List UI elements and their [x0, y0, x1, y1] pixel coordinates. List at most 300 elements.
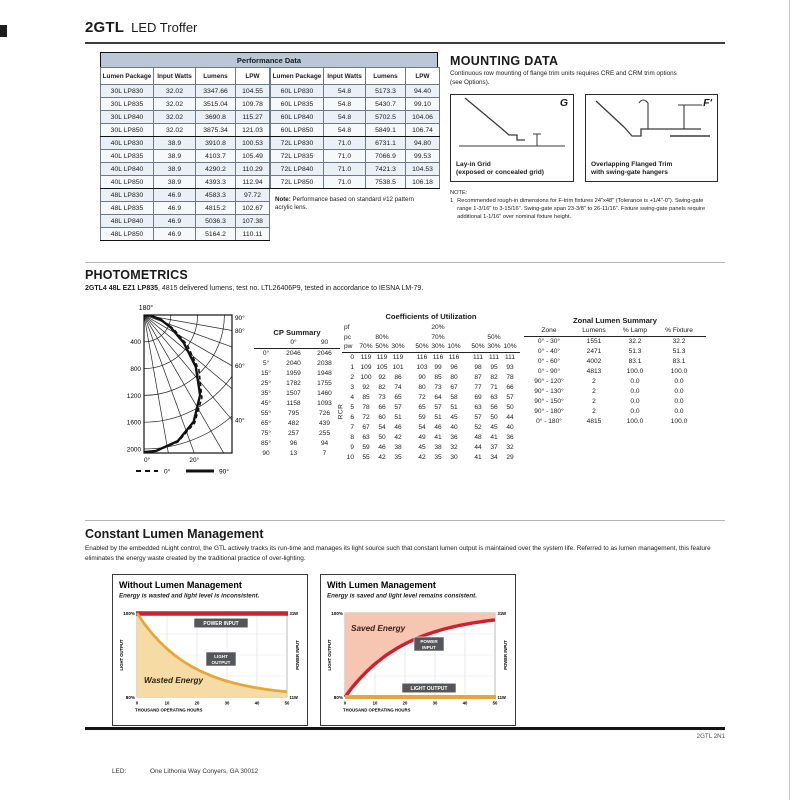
- table-row: [342, 433, 520, 443]
- table-cell: 36: [450, 434, 458, 441]
- cou-group: [358, 373, 406, 383]
- cou-group: [470, 413, 518, 423]
- rcr-value: 6: [350, 414, 354, 421]
- table-cell: 32.2: [672, 338, 686, 345]
- cou-group: [470, 393, 518, 403]
- table-cell: 34: [490, 454, 498, 461]
- svg-text:LIGHT OUTPUT: LIGHT OUTPUT: [327, 639, 332, 671]
- table-cell: 49: [418, 434, 426, 441]
- cou-group: [358, 383, 406, 393]
- table-cell: 46.9: [154, 215, 196, 228]
- table-cell: 4815.2: [196, 202, 236, 215]
- table-cell: 60: [378, 414, 386, 421]
- table-cell: 51: [450, 404, 458, 411]
- table-cell: 3347.66: [196, 85, 236, 98]
- mounting-note: [450, 190, 720, 222]
- table-row: [254, 409, 340, 419]
- table-cell: 0° - 30°: [537, 338, 561, 345]
- svg-text:400: 400: [130, 339, 141, 347]
- table-row: [342, 383, 520, 393]
- table-cell: 0° - 180°: [536, 418, 562, 425]
- table-cell: 40L LP840: [101, 163, 154, 176]
- table-row: [254, 439, 340, 449]
- col-lumens: Lumens: [366, 68, 406, 85]
- cou-group: [414, 363, 462, 373]
- table-cell: 29: [506, 454, 514, 461]
- table-cell: 32.02: [154, 98, 196, 111]
- clm-description: Enabled by the embedded nLight control, the GTL actively tracks its run-time and manages its light source such that constant lumen output is maintained over the system life. Referred to as lumen management, this feature eliminates the energy waste created by the traditional practice of over-lighting.: [85, 545, 711, 562]
- svg-text:50: 50: [492, 700, 498, 706]
- cou-header-value: 50%: [415, 343, 429, 350]
- chart-without-lumen-management: [112, 574, 308, 726]
- table-cell: 121.03: [236, 124, 270, 137]
- diagram-flanged-trim: [585, 94, 718, 182]
- table-cell: 116: [416, 354, 428, 361]
- table-cell: 64: [434, 394, 442, 401]
- table-row: [271, 163, 440, 176]
- table-cell: 2038: [317, 360, 332, 367]
- svg-text:POWER INPUT: POWER INPUT: [295, 640, 300, 670]
- svg-text:10: 10: [164, 700, 170, 706]
- table-cell: 255: [318, 430, 330, 437]
- table-cell: 71: [490, 384, 498, 391]
- table-row: [271, 98, 440, 111]
- svg-text:Saved Energy: Saved Energy: [351, 624, 406, 633]
- table-cell: 46.9: [154, 189, 196, 202]
- mounting-data-section: [450, 54, 720, 222]
- table-cell: 46.9: [154, 202, 196, 215]
- caption-line: with swing-gate hangers: [591, 169, 668, 177]
- svg-text:Energy is wasted and light lev: Energy is wasted and light level is inconsistent.: [119, 592, 260, 600]
- svg-text:POWER INPUT: POWER INPUT: [503, 640, 508, 670]
- table-cell: 94.80: [406, 137, 440, 150]
- cou-header-value: 10%: [503, 343, 517, 350]
- cou-header-value: 50%: [471, 343, 485, 350]
- cou-group: [470, 433, 518, 443]
- table-cell: 59: [418, 414, 426, 421]
- cp-column-header: 0°: [290, 339, 297, 346]
- table-cell: 94.40: [406, 85, 440, 98]
- table-cell: 60L LP850: [271, 124, 324, 137]
- table-cell: 35: [434, 454, 442, 461]
- cou-header-row: [342, 343, 520, 353]
- table-cell: 116: [448, 354, 460, 361]
- table-cell: 3875.34: [196, 124, 236, 137]
- cou-group: [470, 342, 518, 352]
- note-text: Recommended rough-in dimensions for F-trim fixtures 24"x48" (Tolerance is +1/4"-0"). Swing-gate range 1-3/16" to 3-15/16". Swing-gate span 23-3/8" to 26-11/16". Fixture swing-gate panels require additional 1-1/16" over nominal fixture height.: [457, 197, 706, 220]
- svg-text:40: 40: [462, 700, 468, 706]
- table-cell: 5°: [262, 360, 270, 367]
- table-row: [101, 85, 270, 98]
- cp-summary-table: [254, 328, 340, 459]
- table-cell: 71.0: [324, 137, 366, 150]
- table-row: [101, 150, 270, 163]
- col-lumens: Lumens: [196, 68, 236, 85]
- col-lumen-package: Lumen Package: [101, 68, 154, 85]
- table-row: [101, 176, 270, 189]
- table-cell: 54: [418, 424, 426, 431]
- table-cell: 32: [450, 444, 458, 451]
- table-cell: 41: [490, 434, 498, 441]
- clm-chart-svg: [321, 575, 515, 725]
- table-cell: 5036.3: [196, 215, 236, 228]
- table-row: [101, 228, 270, 241]
- table-cell: 92: [378, 374, 386, 381]
- table-cell: 48: [474, 434, 482, 441]
- cou-group: [470, 353, 518, 363]
- svg-text:10: 10: [372, 700, 378, 706]
- table-cell: 7421.3: [366, 163, 406, 176]
- svg-text:0: 0: [343, 700, 347, 706]
- cou-group: [358, 423, 406, 433]
- table-cell: 71.0: [324, 163, 366, 176]
- cou-header-value: 10%: [447, 343, 461, 350]
- table-cell: 103: [416, 364, 428, 371]
- table-header-row: [524, 327, 706, 337]
- rcr-value: 4: [350, 394, 354, 401]
- table-cell: 72: [362, 414, 370, 421]
- table-cell: 40: [506, 424, 514, 431]
- diagram-caption: [456, 161, 544, 177]
- table-cell: 85: [362, 394, 370, 401]
- table-cell: 90° - 120°: [534, 378, 564, 385]
- cou-header-value: 70%: [359, 343, 373, 350]
- table-cell: 5173.3: [366, 85, 406, 98]
- table-cell: 57: [434, 404, 442, 411]
- table-cell: 119: [392, 354, 404, 361]
- table-cell: 100.53: [236, 137, 270, 150]
- table-cell: 5849.1: [366, 124, 406, 137]
- table-row: [254, 399, 340, 409]
- performance-note: [270, 196, 432, 213]
- table-cell: 57: [474, 414, 482, 421]
- cp-column-header: 90: [320, 339, 329, 346]
- clm-title: Constant Lumen Management: [85, 527, 264, 541]
- table-cell: 50: [506, 404, 514, 411]
- table-row: [101, 189, 270, 202]
- table-cell: 99: [434, 364, 442, 371]
- table-cell: 2: [592, 398, 596, 405]
- table-cell: 45°: [261, 400, 271, 407]
- table-cell: 1948: [317, 370, 332, 377]
- table-cell: 1460: [317, 390, 332, 397]
- table-cell: 85: [434, 374, 442, 381]
- svg-text:0°: 0°: [143, 457, 151, 464]
- table-cell: 80: [450, 374, 458, 381]
- cou-group: [358, 393, 406, 403]
- cou-group: [470, 373, 518, 383]
- svg-text:31W: 31W: [289, 611, 299, 616]
- col-input-watts: Input Watts: [154, 68, 196, 85]
- cou-group: [414, 393, 462, 403]
- cp-summary-title: CP Summary: [273, 328, 321, 337]
- svg-text:LIGHT OUTPUT: LIGHT OUTPUT: [119, 639, 124, 671]
- table-cell: 106.74: [406, 124, 440, 137]
- cou-group: [470, 423, 518, 433]
- performance-data-table: [100, 52, 438, 241]
- table-cell: 46.9: [154, 228, 196, 241]
- table-cell: 1158: [286, 400, 301, 407]
- diagram-tag: F': [703, 97, 712, 109]
- table-cell: 95: [490, 364, 498, 371]
- table-cell: 3690.8: [196, 111, 236, 124]
- cou-header-row: [342, 323, 520, 333]
- table-cell: 77: [474, 384, 482, 391]
- table-cell: 90° - 150°: [534, 398, 564, 405]
- diagram-caption: [591, 161, 672, 177]
- page-title: [85, 19, 197, 37]
- table-cell: 99.10: [406, 98, 440, 111]
- table-cell: 56: [490, 404, 498, 411]
- table-row: [271, 85, 440, 98]
- table-cell: 50: [490, 414, 498, 421]
- print-registration-mark: [0, 25, 7, 37]
- table-cell: 72L LP850: [271, 176, 324, 189]
- table-cell: 98: [474, 364, 482, 371]
- table-cell: 96: [450, 364, 458, 371]
- svg-text:60°: 60°: [235, 363, 245, 371]
- cou-group: [414, 353, 462, 363]
- table-cell: 105: [376, 364, 388, 371]
- section-rule: [85, 262, 725, 263]
- note-number: 1: [450, 197, 454, 204]
- table-row: [524, 377, 706, 387]
- table-row: [524, 417, 706, 427]
- table-cell: 38.9: [154, 176, 196, 189]
- table-row: [254, 419, 340, 429]
- table-cell: 30L LP840: [101, 111, 154, 124]
- svg-text:800: 800: [130, 366, 141, 373]
- zonal-column-header: % Fixture: [665, 327, 693, 334]
- table-cell: 65: [418, 404, 426, 411]
- table-cell: 0° - 90°: [537, 368, 561, 375]
- svg-text:2000: 2000: [126, 446, 141, 454]
- table-cell: 4393.3: [196, 176, 236, 189]
- table-cell: 116: [432, 354, 444, 361]
- table-cell: 100: [360, 374, 372, 381]
- table-row: [342, 413, 520, 423]
- rcr-value: 7: [350, 424, 354, 431]
- cou-header-value: 30%: [391, 343, 405, 350]
- svg-text:80°: 80°: [235, 327, 245, 335]
- table-cell: 93: [506, 364, 514, 371]
- table-cell: 0.0: [630, 398, 640, 405]
- table-row: [524, 347, 706, 357]
- caption-line: Lay-in Grid: [456, 161, 491, 169]
- table-cell: 5164.2: [196, 228, 236, 241]
- table-row: [342, 453, 520, 463]
- table-cell: 96: [289, 440, 298, 447]
- rcr-value: 5: [350, 404, 354, 411]
- table-cell: 104.06: [406, 111, 440, 124]
- table-cell: 795: [287, 410, 299, 417]
- table-cell: 104.53: [406, 163, 440, 176]
- footer-rule: [85, 727, 725, 730]
- svg-text:80%: 80%: [333, 695, 343, 700]
- table-cell: 55: [362, 454, 370, 461]
- table-cell: 35: [394, 454, 402, 461]
- cou-group: [358, 413, 406, 423]
- cou-group: [414, 403, 462, 413]
- col-input-watts: Input Watts: [324, 68, 366, 85]
- caption-line: (exposed or concealed grid): [456, 169, 544, 177]
- table-cell: 44: [474, 444, 482, 451]
- mounting-subtitle: Continuous row mounting of flange trim units requires CRE and CRM trim options (see Options).: [450, 70, 677, 86]
- table-cell: 46: [434, 424, 442, 431]
- svg-text:Energy is saved and light leve: Energy is saved and light level remains consistent.: [327, 592, 477, 600]
- table-cell: 2471: [586, 348, 602, 355]
- table-cell: 48L LP830: [101, 189, 154, 202]
- table-cell: 52: [474, 424, 482, 431]
- footer-address: One Lithonia Way Conyers, GA 30012: [150, 768, 259, 775]
- table-cell: 97.72: [236, 189, 270, 202]
- table-cell: 32.2: [628, 338, 642, 345]
- table-cell: 54.8: [324, 85, 366, 98]
- cou-group: [358, 342, 406, 352]
- table-row: [254, 379, 340, 389]
- col-lpw: LPW: [236, 68, 270, 85]
- table-cell: 1782: [286, 380, 301, 387]
- table-row: [254, 429, 340, 439]
- table-cell: 54.8: [324, 111, 366, 124]
- zonal-title: Zonal Lumen Summary: [573, 316, 657, 325]
- cou-group: [358, 363, 406, 373]
- table-cell: 48L LP835: [101, 202, 154, 215]
- svg-text:Wasted Energy: Wasted Energy: [144, 676, 203, 685]
- table-cell: 112.94: [236, 176, 270, 189]
- table-header-row: [271, 68, 440, 85]
- table-cell: 86: [394, 374, 402, 381]
- table-cell: 110.29: [236, 163, 270, 176]
- table-cell: 107.38: [236, 215, 270, 228]
- cou-group: 70%: [431, 334, 445, 341]
- rcr-value: 8: [350, 434, 354, 441]
- table-cell: 0.0: [630, 378, 640, 385]
- table-cell: 83.1: [672, 358, 686, 365]
- svg-text:11W: 11W: [497, 695, 506, 700]
- table-row: [342, 373, 520, 383]
- coefficients-of-utilization-table: [337, 312, 520, 463]
- table-cell: 101: [392, 364, 404, 371]
- table-cell: 69: [474, 394, 482, 401]
- cou-title: Coefficients of Utilization: [385, 312, 477, 321]
- table-cell: 115.27: [236, 111, 270, 124]
- cou-group: [358, 353, 406, 363]
- table-row: [271, 111, 440, 124]
- table-row: [524, 367, 706, 377]
- table-cell: 67: [362, 424, 370, 431]
- cou-group: [358, 453, 406, 463]
- svg-text:With Lumen Management: With Lumen Management: [327, 580, 436, 590]
- cou-group: 80%: [375, 334, 389, 341]
- footer-led-label: LED:: [112, 768, 127, 775]
- table-cell: 5430.7: [366, 98, 406, 111]
- rcr-value: 1: [350, 364, 354, 371]
- polar-candela-chart: [102, 299, 254, 479]
- table-cell: 90: [418, 374, 426, 381]
- table-cell: 54: [378, 424, 386, 431]
- performance-table-right: [270, 67, 440, 189]
- svg-text:50: 50: [284, 700, 290, 706]
- cou-group: 20%: [431, 324, 445, 331]
- table-cell: 111: [472, 354, 484, 361]
- table-cell: 30: [450, 454, 458, 461]
- table-cell: 0° - 60°: [537, 358, 561, 365]
- table-cell: 4103.7: [196, 150, 236, 163]
- table-cell: 60L LP830: [271, 85, 324, 98]
- table-row: [101, 202, 270, 215]
- table-cell: 63: [474, 404, 482, 411]
- table-row: [101, 111, 270, 124]
- table-cell: 1093: [317, 400, 332, 407]
- table-cell: 40L LP830: [101, 137, 154, 150]
- svg-text:LIGHT OUTPUT: LIGHT OUTPUT: [410, 685, 448, 692]
- table-row: [271, 124, 440, 137]
- table-cell: 111: [488, 354, 500, 361]
- table-cell: 57: [506, 394, 514, 401]
- table-cell: 119: [376, 354, 388, 361]
- table-row: [524, 337, 706, 347]
- table-row: [271, 137, 440, 150]
- table-cell: 90° - 180°: [534, 408, 564, 415]
- table-cell: 0.0: [674, 398, 684, 405]
- cou-header-value: 30%: [487, 343, 501, 350]
- cou-group: [470, 443, 518, 453]
- svg-text:90°: 90°: [219, 468, 229, 476]
- cou-row-label: pc: [344, 334, 351, 341]
- table-cell: 40: [450, 424, 458, 431]
- table-cell: 99.53: [406, 150, 440, 163]
- svg-text:30: 30: [224, 700, 230, 706]
- table-cell: 78: [362, 404, 370, 411]
- table-cell: 78: [506, 374, 514, 381]
- table-cell: 110.11: [236, 228, 270, 241]
- svg-text:20°: 20°: [189, 457, 200, 464]
- table-cell: 51: [434, 414, 442, 421]
- table-cell: 32: [506, 444, 514, 451]
- note-label: Note:: [275, 196, 291, 203]
- table-row: [101, 215, 270, 228]
- photometrics-subtitle: [85, 285, 423, 292]
- rcr-value: 9: [350, 444, 354, 451]
- table-row: [342, 393, 520, 403]
- table-cell: 54.8: [324, 98, 366, 111]
- table-cell: 72L LP830: [271, 137, 324, 150]
- note-text: Performance based on standard #12 pattern acrylic lens.: [275, 196, 414, 212]
- table-cell: 1551: [586, 338, 602, 345]
- table-cell: 38.9: [154, 137, 196, 150]
- table-cell: 106.18: [406, 176, 440, 189]
- table-cell: 7538.5: [366, 176, 406, 189]
- cou-row-label: pf: [344, 324, 350, 331]
- table-cell: 45: [450, 414, 458, 421]
- table-cell: 38: [394, 444, 402, 451]
- table-cell: 54.8: [324, 124, 366, 137]
- cou-group: 50%: [487, 334, 501, 341]
- zonal-column-header: % Lamp: [622, 327, 648, 334]
- cou-group: [414, 453, 462, 463]
- table-row: [524, 387, 706, 397]
- table-cell: 7066.9: [366, 150, 406, 163]
- zonal-lumen-summary-table: [524, 316, 706, 427]
- table-row: [271, 176, 440, 189]
- diagram-tag: G: [559, 97, 568, 109]
- table-cell: 48L LP840: [101, 215, 154, 228]
- table-cell: 2: [592, 408, 596, 415]
- table-cell: 75°: [261, 430, 271, 437]
- table-cell: 72: [418, 394, 426, 401]
- table-cell: 37: [490, 444, 498, 451]
